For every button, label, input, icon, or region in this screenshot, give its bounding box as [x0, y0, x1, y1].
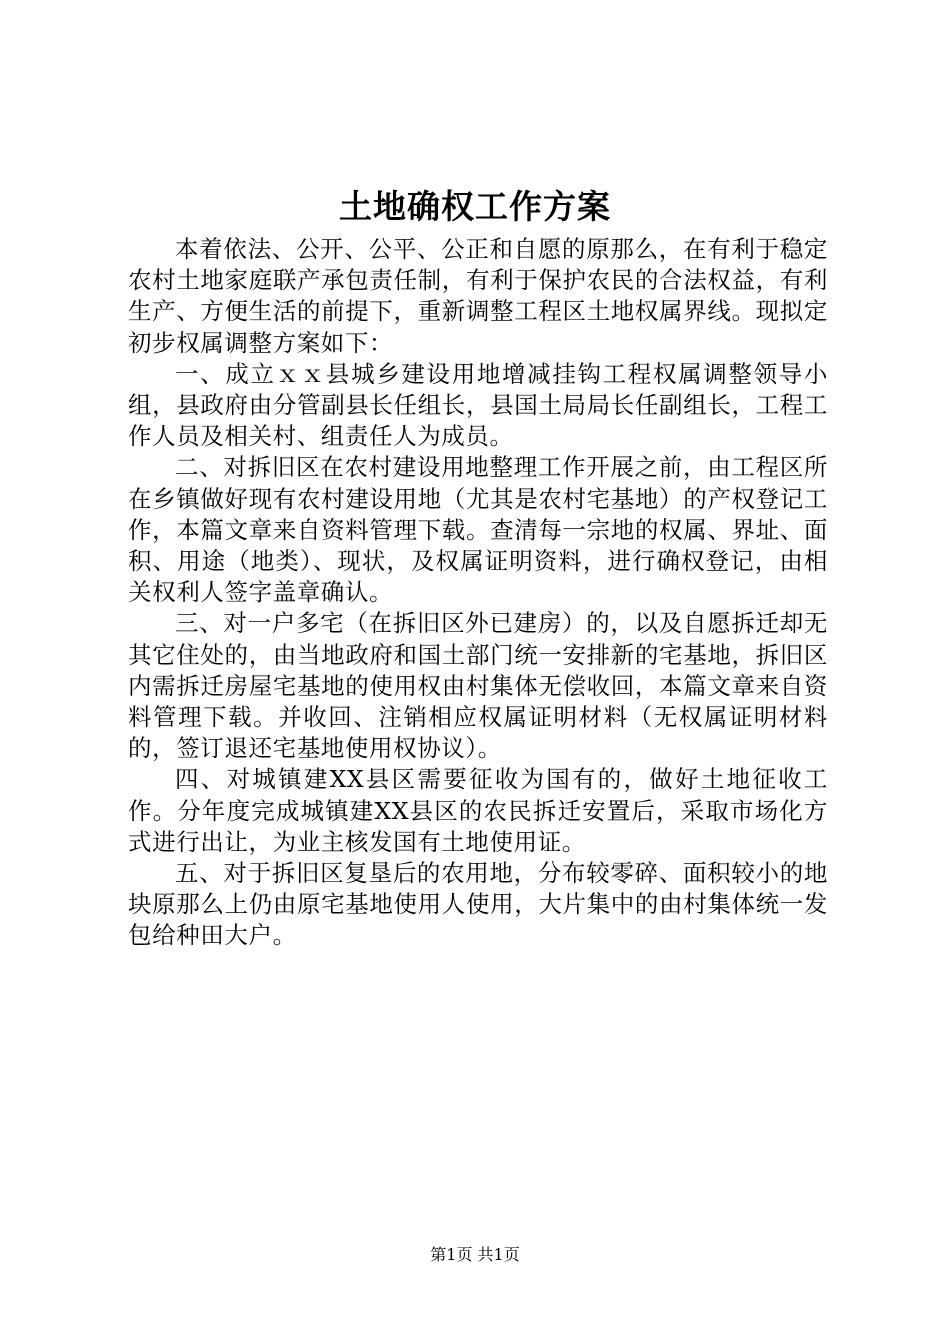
- paragraph-item-2: 二、对拆旧区在农村建设用地整理工作开展之前，由工程区所在乡镇做好现有农村建设用地（尤其是农村宅基地）的产权登记工作，本篇文章来自资料管理下载。查清每一宗地的权属、界址、面积、用途（地类）、现状，及权属证明资料，进行确权登记，由相关权利人签字盖章确认。: [128, 453, 828, 607]
- page-footer: 第1页 共1页: [430, 1245, 520, 1264]
- paragraph-item-3: 三、对一户多宅（在拆旧区外已建房）的，以及自愿拆迁却无其它住处的，由当地政府和国土部门统一安排新的宅基地，拆旧区内需拆迁房屋宅基地的使用权由村集体无偿收回，本篇文章来自资料管理下载。并收回、注销相应权属证明材料（无权属证明材料的，签订退还宅基地使用权协议）。: [128, 609, 828, 763]
- document-title: 土地确权工作方案: [339, 187, 611, 226]
- paragraph-item-1: 一、成立ｘｘ县城乡建设用地增减挂钩工程权属调整领导小组，县政府由分管副县长任组长，县国土局局长任副组长，工程工作人员及相关村、组责任人为成员。: [128, 359, 828, 451]
- paragraph-intro: 本着依法、公开、公平、公正和自愿的原那么，在有利于稳定农村土地家庭联产承包责任制，有利于保护农民的合法权益，有利生产、方便生活的前提下，重新调整工程区土地权属界线。现拟定初步权属调整方案如下：: [128, 235, 828, 357]
- document-body: [128, 234, 828, 952]
- paragraph-item-4: 四、对城镇建XX县区需要征收为国有的，做好土地征收工作。分年度完成城镇建XX县区的农民拆迁安置后，采取市场化方式进行出让，为业主核发国有土地使用证。: [128, 765, 828, 856]
- paragraph-item-5: 五、对于拆旧区复垦后的农用地，分布较零碎、面积较小的地块原那么上仍由原宅基地使用人使用，大片集中的由村集体统一发包给种田大户。: [128, 859, 828, 950]
